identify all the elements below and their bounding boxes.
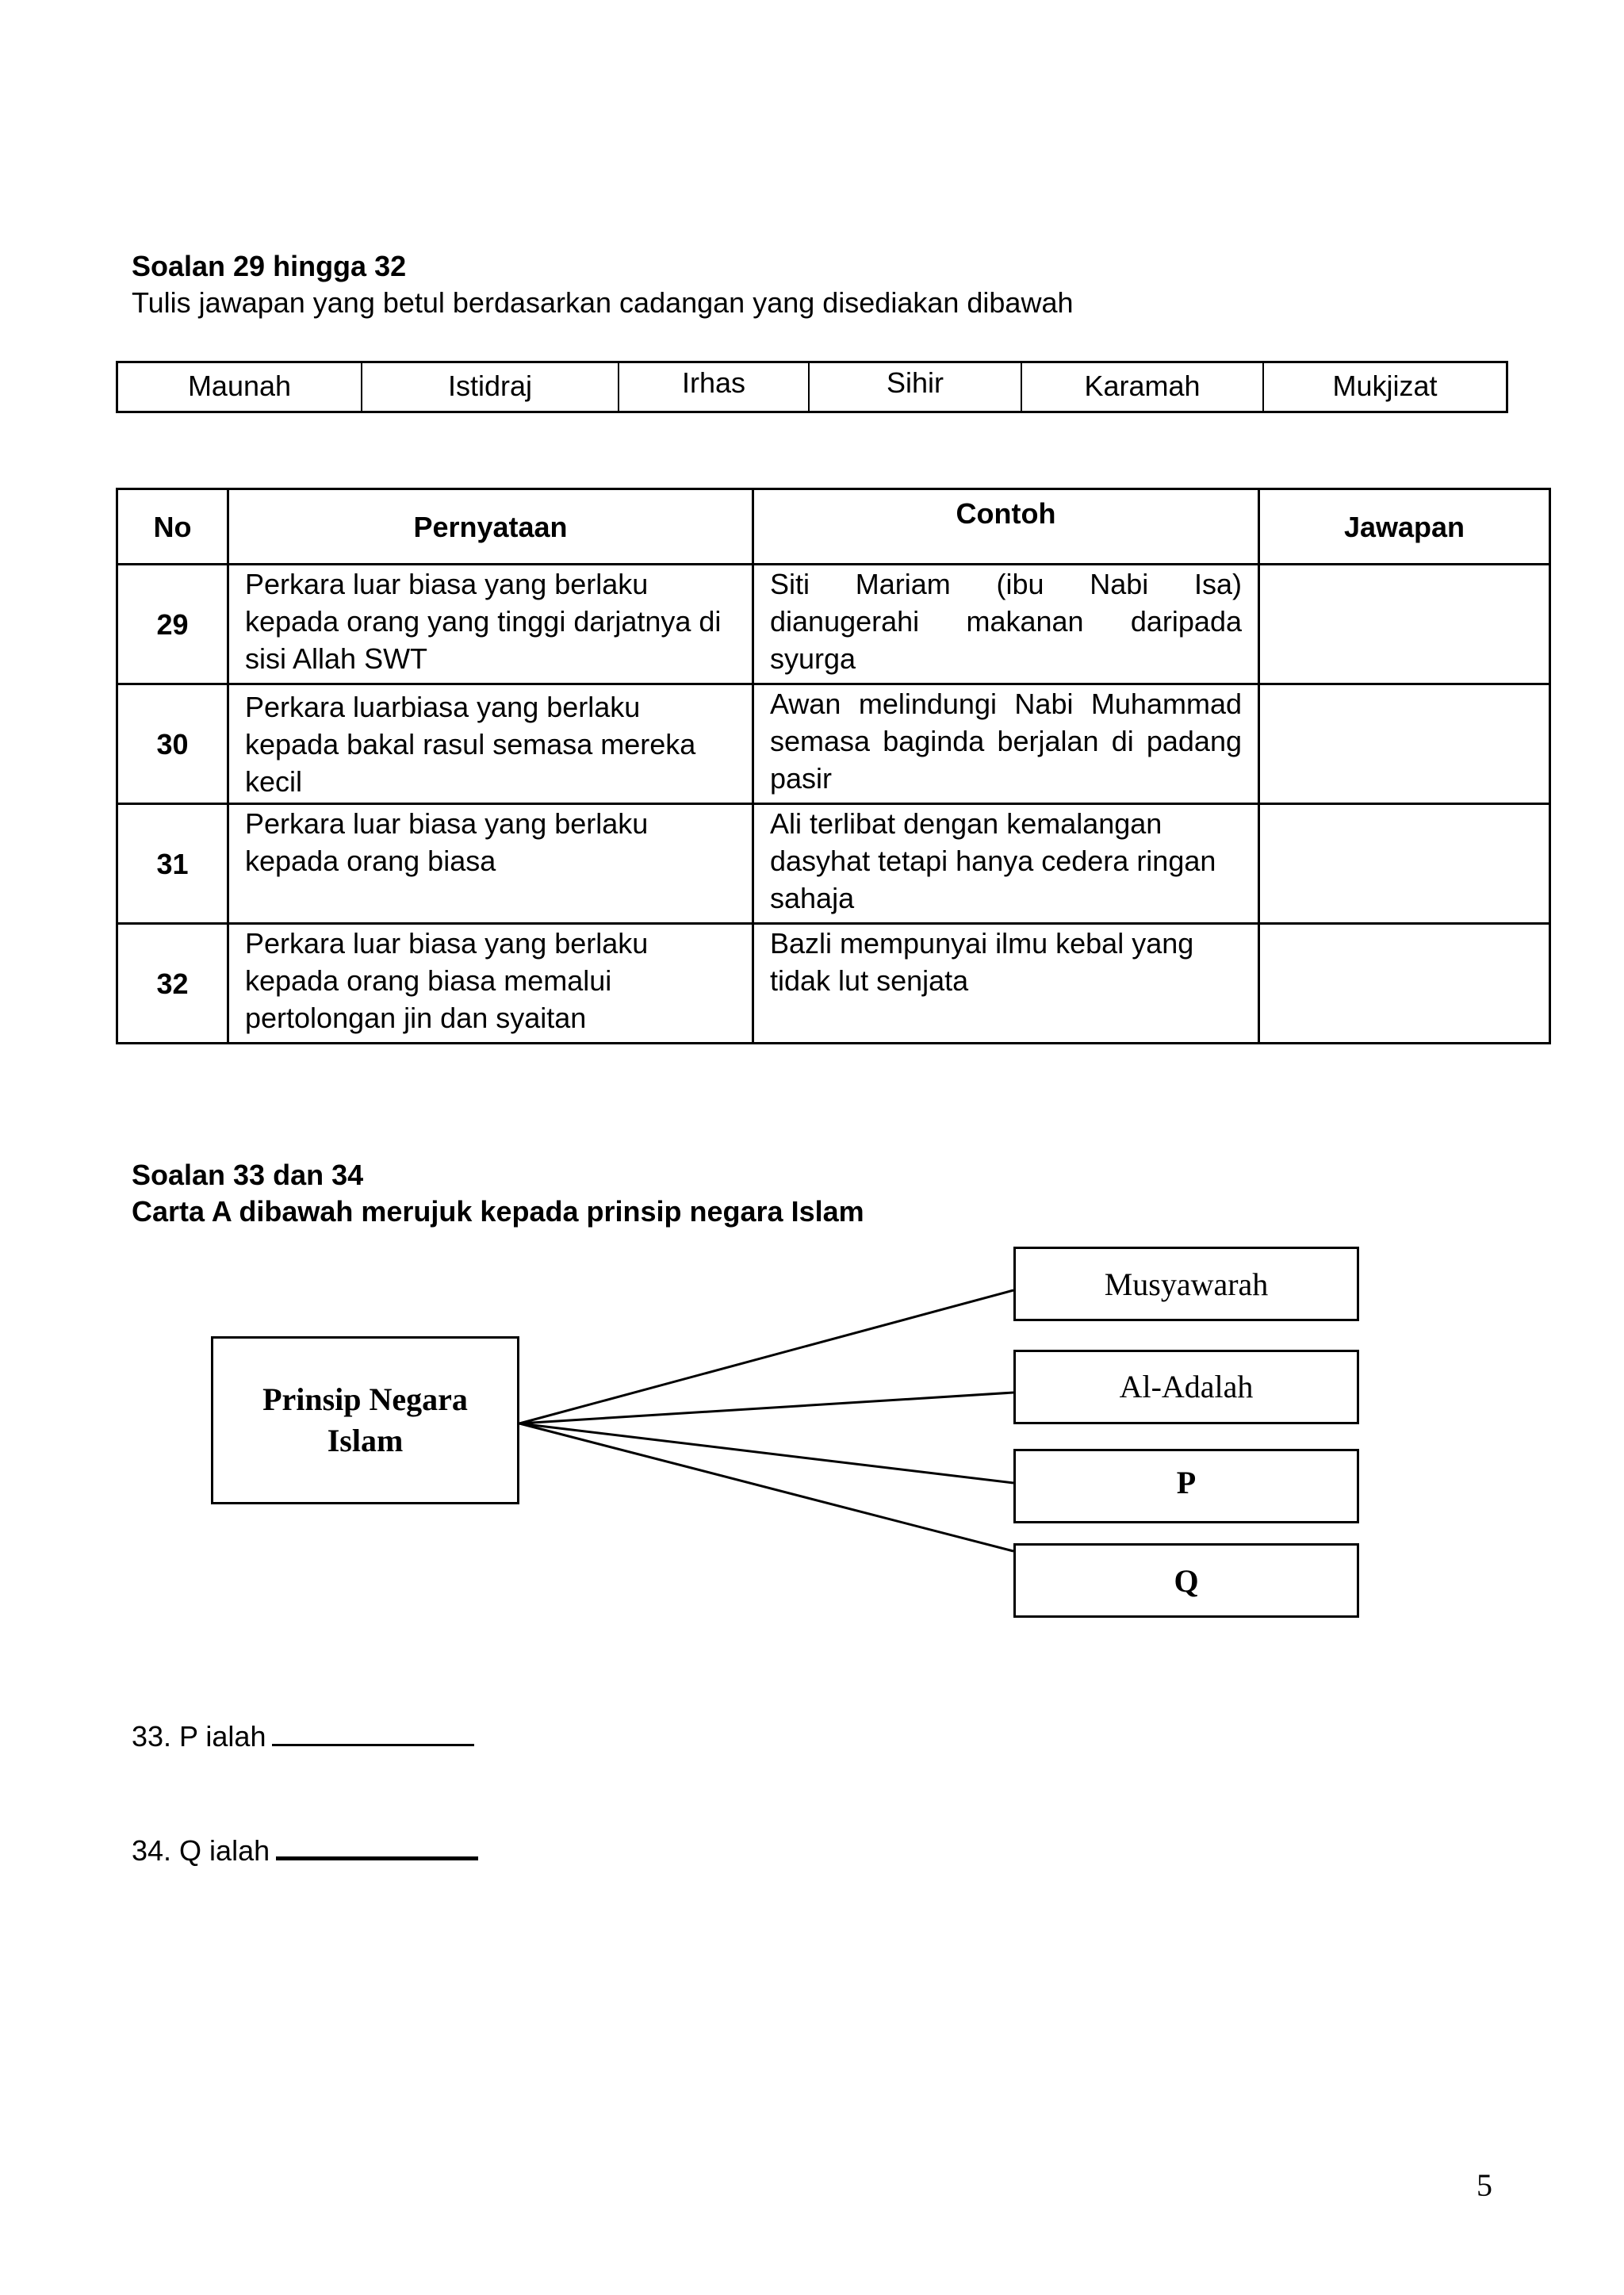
answer-34 [132,1833,478,1868]
row-pernyataan: Perkara luar biasa yang berlaku kepada orang yang tinggi darjatnya di sisi Allah SWT [228,565,753,684]
header-no: No [117,489,228,565]
row-number: 31 [117,804,228,924]
option-cell: Irhas [619,363,810,411]
section-instruction-33-34: Carta A dibawah merujuk kepada prinsip negara Islam [132,1195,864,1228]
option-cell: Karamah [1022,363,1264,411]
connector-line [519,1423,1013,1483]
chart-center-box [211,1336,519,1504]
header-contoh: Contoh [753,489,1259,565]
section-instruction-29-32: Tulis jawapan yang betul berdasarkan cadangan yang disediakan dibawah [132,286,1074,319]
connector-line [519,1290,1013,1423]
center-box-line2: Islam [327,1423,404,1458]
branch-box-q: Q [1013,1543,1359,1618]
option-cell: Istidraj [362,363,619,411]
center-box-line1: Prinsip Negara [262,1381,468,1417]
answer-34-blank[interactable] [276,1833,478,1860]
page-number: 5 [1477,2167,1492,2203]
answer-33-blank[interactable] [272,1720,474,1746]
row-pernyataan: Perkara luar biasa yang berlaku kepada orang biasa [228,804,753,924]
section-heading-33-34: Soalan 33 dan 34 [132,1159,364,1191]
answer-34-label: 34. Q ialah [132,1834,270,1867]
option-cell: Maunah [118,363,362,411]
header-jawapan: Jawapan [1259,489,1550,565]
row-contoh: Siti Mariam (ibu Nabi Isa) dianugerahi makanan daripada syurga [753,565,1259,684]
header-pernyataan: Pernyataan [228,489,753,565]
connector-line [519,1423,1013,1551]
row-contoh: Awan melindungi Nabi Muhammad semasa baginda berjalan di padang pasir [753,684,1259,804]
row-number: 30 [117,684,228,804]
branch-box-al-adalah: Al-Adalah [1013,1350,1359,1424]
section-heading-29-32: Soalan 29 hingga 32 [132,250,407,282]
row-pernyataan: Perkara luar biasa yang berlaku kepada orang biasa memalui pertolongan jin dan syaitan [228,924,753,1044]
option-cell: Sihir [810,363,1022,411]
row-contoh: Ali terlibat dengan kemalangan dasyhat tetapi hanya cedera ringan sahaja [753,804,1259,924]
option-cell: Mukjizat [1332,370,1438,402]
row-pernyataan: Perkara luarbiasa yang berlaku kepada bakal rasul semasa mereka kecil [228,684,753,804]
row-number: 32 [117,924,228,1044]
branch-box-musyawarah: Musyawarah [1013,1247,1359,1321]
row-number: 29 [117,565,228,684]
answer-33-label: 33. P ialah [132,1720,266,1753]
connector-line [519,1393,1013,1423]
branch-box-p: P [1013,1449,1359,1523]
answer-33 [132,1719,474,1754]
row-contoh: Bazli mempunyai ilmu kebal yang tidak lut senjata [753,924,1259,1044]
